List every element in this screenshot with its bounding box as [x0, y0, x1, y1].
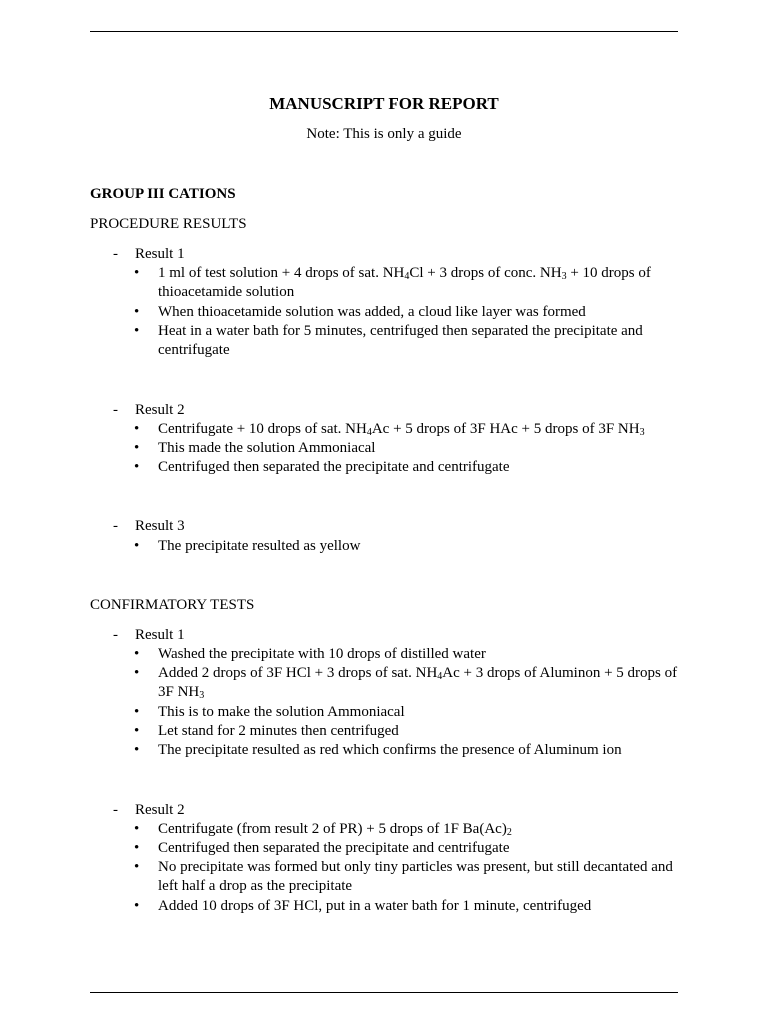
group-heading: GROUP III CATIONS: [90, 186, 236, 202]
list-item: Centrifuged then separated the precipitate and centrifugate: [158, 459, 510, 475]
bullet-marker: •: [134, 704, 140, 720]
result-label: Result 1: [135, 627, 185, 643]
list-item: Centrifugate + 10 drops of sat. $NH_4Ac + 5$ drops of 3F HAc + 5 drops of 3F $NH_3$: [158, 421, 645, 438]
bullet-marker: •: [134, 304, 140, 320]
bullet-marker: •: [134, 723, 140, 739]
document-note: Note: This is only a guide: [306, 126, 462, 142]
section-title-confirmatory-tests: CONFIRMATORY TESTS: [90, 597, 255, 613]
header-rule: [90, 31, 678, 32]
bullet-marker: •: [134, 665, 140, 681]
bullet-marker: •: [134, 859, 140, 875]
list-item: No precipitate was formed but only tiny particles was present, but still decantated and left half a drop as the precipitate: [158, 859, 673, 894]
list-item: Added 10 drops of 3F HCl, put in a water bath for 1 minute, centrifuged: [158, 898, 592, 914]
bullet-marker: •: [134, 265, 140, 281]
list-item: The precipitate resulted as yellow: [158, 538, 361, 554]
section-title-procedure-results: PROCEDURE RESULTS: [90, 216, 247, 232]
dash-marker: -: [113, 518, 118, 534]
result-label: Result 2: [135, 802, 185, 818]
list-item: Let stand for 2 minutes then centrifuged: [158, 723, 399, 739]
list-item: Centrifugate (from result 2 of PR) + 5 drops of 1F $Ba(Ac)_2$: [158, 821, 512, 838]
result-label: Result 2: [135, 402, 185, 418]
bullet-marker: •: [134, 421, 140, 437]
bullet-marker: •: [134, 440, 140, 456]
dash-marker: -: [113, 246, 118, 262]
footer-rule: [90, 992, 678, 993]
dash-marker: -: [113, 627, 118, 643]
result-label: Result 3: [135, 518, 185, 534]
list-item: When thioacetamide solution was added, a cloud like layer was formed: [158, 304, 586, 320]
document-title: MANUSCRIPT FOR REPORT: [269, 94, 499, 113]
list-item: This is to make the solution Ammoniacal: [158, 704, 405, 720]
list-item: Centrifuged then separated the precipitate and centrifugate: [158, 840, 510, 856]
list-item: Added 2 drops of 3F HCl + 3 drops of sat. $NH_4Ac + 3$ drops of Aluminon + 5 drops of 3F $NH_3$: [158, 665, 678, 701]
bullet-marker: •: [134, 898, 140, 914]
bullet-marker: •: [134, 323, 140, 339]
list-item: Washed the precipitate with 10 drops of distilled water: [158, 646, 486, 662]
bullet-marker: •: [134, 538, 140, 554]
bullet-marker: •: [134, 840, 140, 856]
list-item: This made the solution Ammoniacal: [158, 440, 376, 456]
list-item: Heat in a water bath for 5 minutes, centrifuged then separated the precipitate and centrifugate: [158, 323, 643, 358]
list-item: 1 ml of test solution + 4 drops of sat. $NH_4Cl + 3$ drops of conc. $NH_3 + 10$ drops of thioacetamide solution: [158, 265, 651, 300]
bullet-marker: •: [134, 742, 140, 758]
bullet-marker: •: [134, 646, 140, 662]
result-label: Result 1: [135, 246, 185, 262]
dash-marker: -: [113, 802, 118, 818]
bullet-marker: •: [134, 459, 140, 475]
dash-marker: -: [113, 402, 118, 418]
bullet-marker: •: [134, 821, 140, 837]
list-item: The precipitate resulted as red which confirms the presence of Aluminum ion: [158, 742, 622, 758]
